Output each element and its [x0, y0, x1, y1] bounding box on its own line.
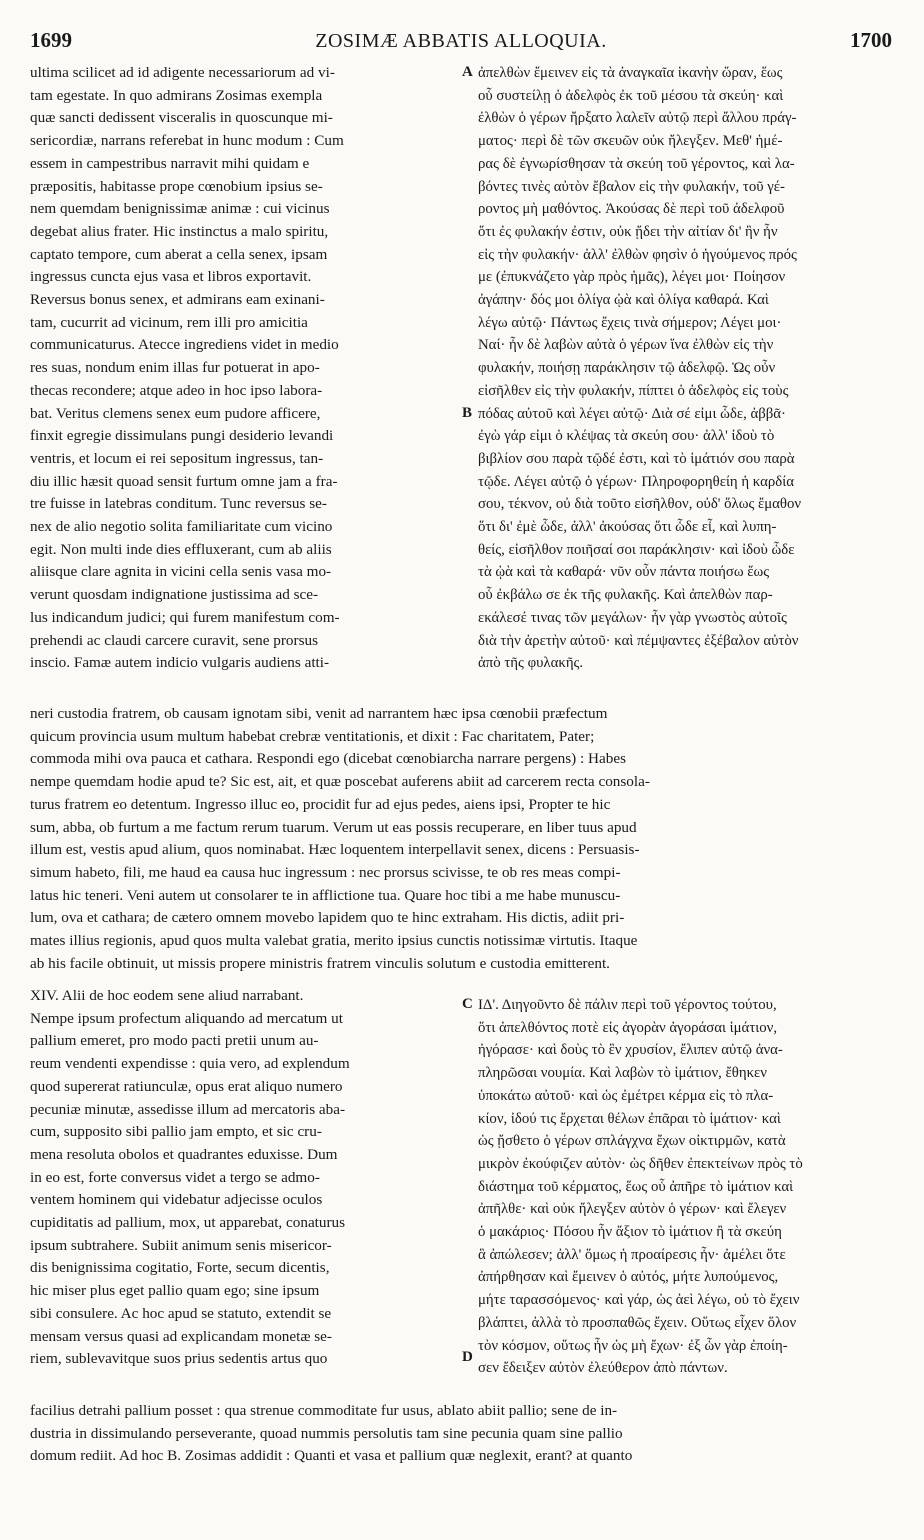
- text-line: εκάλεσέ τινας τῶν μεγάλων· ἦν γὰρ γνωστὸς αὐτοῖς: [478, 609, 787, 626]
- text-line: finxit egregie dissimulans pungi desiderio levandi: [30, 427, 334, 445]
- text-line: tre fuisse in latebras conditum. Tunc reversus se-: [30, 495, 327, 513]
- text-line: cupiditatis ad pallium, mox, ut apparebat, conaturus: [30, 1214, 346, 1232]
- text-line: in eo est, forte conversus videt a tergo se admo-: [30, 1168, 320, 1186]
- text-line: εἰσῆλθεν εἰς τὴν φυλακήν, πίπτει ὁ ἀδελφὸς εἰς τοὺς: [478, 382, 789, 399]
- text-line: μικρὸν ἐκούφιζεν αὐτὸν· ὡς δῆθεν ἐπεκτείνων πρὸς τὸ: [478, 1155, 803, 1172]
- text-line: ἃ ἀπώλεσεν; ἀλλ' ὅμως ἡ προαίρεσις ἦν· ἀμέλει ὅτε: [478, 1246, 786, 1263]
- text-line: quod supererat ratiunculæ, opus erat aliquo numero: [30, 1077, 343, 1095]
- text-line: quæ sancti dedissent visceralis in quoscunque mi-: [30, 109, 333, 127]
- text-line: tam, cucurrit ad vicinum, rem illi pro amicitia: [30, 313, 308, 331]
- text-line: essem in campestribus narravit mihi quidam e: [30, 154, 310, 172]
- text-line: ὁ μακάριος· Πόσου ἦν ἄξιον τὸ ἱμάτιον ἢ τὰ σκεύη: [478, 1224, 782, 1241]
- text-line: riem, sublevavitque suos prius sedentis artus quo: [30, 1350, 328, 1368]
- text-line: διάστημα τοῦ κέρματος, ἕως οὗ ἀπῆρε τὸ ἱμάτιον καὶ: [478, 1178, 794, 1195]
- text-line: verunt quosdam indignatione justissima ad sce-: [30, 586, 319, 604]
- latin-column-top: [30, 62, 462, 675]
- section-marker-d: D: [462, 1349, 473, 1365]
- text-line: illum est, vestis apud alium, quos nominabat. Hæc loquentem interpellavit senex, dicens : Persuasis-: [30, 841, 640, 859]
- text-line: σου, τέκνον, οὐ διὰ τοῦτο εἰσῆλθον, οὐδ' ὅλως ἔμαθον: [478, 496, 802, 513]
- text-line: dustria in dissimulando perseverante, quoad nummis persolutis tam sine pecunia quam sine pallio: [30, 1424, 623, 1442]
- text-line: simum habeto, fili, me haud ea causa huc ingressum : nec prorsus scivisse, te ob res meas compi-: [30, 863, 621, 881]
- running-title: ZOSIMÆ ABBATIS ALLOQUIA.: [315, 30, 607, 52]
- section-marker-a: A: [462, 64, 473, 80]
- text-line: latus hic teneri. Veni autem ut consolarer te in afflictione tua. Quare hoc tibi a me habe munuscu-: [30, 886, 621, 904]
- text-line: λέγω αὐτῷ· Πάντως ἔχεις τινὰ σήμερον; Λέγει μοι·: [478, 314, 782, 331]
- full-width-latin-bottom: [30, 1400, 892, 1468]
- text-line: ΙΔ'. Διηγοῦντο δὲ πάλιν περὶ τοῦ γέροντος τούτου,: [478, 997, 777, 1013]
- text-line: communicaturus. Atecce ingrediens videt in medio: [30, 336, 339, 354]
- greek-column-top: [478, 62, 896, 675]
- text-line: XIV. Alii de hoc eodem sene aliud narrabant.: [30, 987, 304, 1004]
- text-line: sum, abba, ob furtum a me factum rerum tuarum. Verum ut eas possis recuperare, en liber tuus apud: [30, 818, 637, 836]
- text-line: aliisque clare agnita in vicini cella senis vasa mo-: [30, 563, 332, 581]
- text-line: egit. Non multi inde dies effluxerant, cum ab aliis: [30, 540, 332, 558]
- text-line: βλάπτει, ἀλλὰ τὸ προσπαθῶς ἔχειν. Οὕτως εἶχεν ὅλον: [478, 1314, 797, 1331]
- text-line: sibi consulere. Ac hoc apud se statuto, extendit se: [30, 1304, 332, 1322]
- text-line: ρας δὲ ἐγνωρίσθησαν τὰ σκεύη τοῦ γέροντος, καὶ λα-: [478, 155, 795, 172]
- text-line: ἐλθὼν ὁ γέρων ἤρξατο λαλεῖν αὐτῷ περὶ ἄλλου πράγ-: [478, 110, 797, 127]
- text-line: captato tempore, cum aberat a cella senex, ipsam: [30, 245, 328, 263]
- full-width-latin-middle: [30, 703, 892, 975]
- text-line: βόντες τινὲς αὐτὸν ἔβαλον εἰς τὴν φυλακήν, τοῦ γέ-: [478, 178, 785, 195]
- text-line: ultima scilicet ad id adigente necessariorum ad vi-: [30, 64, 335, 81]
- text-line: mensam versus quasi ad explicandam monetæ se-: [30, 1327, 332, 1345]
- text-line: τὰ ᾠὰ καὶ τὰ καθαρά· νῦν οὖν πάντα ποιήσω ἕως: [478, 564, 770, 581]
- text-line: thecas recondere; atque adeo in hoc ipso labora-: [30, 381, 323, 399]
- text-line: quicum provincia usum multum habebat crebræ ventitationis, et dixit : Fac charitatem, Pater;: [30, 727, 595, 745]
- text-line: reum vendenti expendisse : quia vero, ad explendum: [30, 1055, 350, 1073]
- text-line: pecuniæ minutæ, assedisse illum ad mercatoris aba-: [30, 1100, 346, 1118]
- text-line: ὡς ᾔσθετο ὁ γέρων σπλάγχνα ἔχων οἰκτιρμῶν, κατὰ: [478, 1133, 786, 1150]
- text-line: πληρῶσαι νουμία. Καὶ λαβὼν τὸ ἱμάτιον, ἔθηκεν: [478, 1065, 767, 1082]
- text-line: ἀπὸ τῆς φυλακῆς.: [478, 655, 584, 672]
- text-line: nem quemdam benignissimæ animæ : cui vicinus: [30, 200, 330, 218]
- text-line: cum, supposito sibi pallio jam empto, et sic cru-: [30, 1123, 322, 1141]
- text-line: prehendi ac claudi carcere curavit, sene prorsus: [30, 631, 318, 649]
- text-line: Nempe ipsum profectum aliquando ad mercatum ut: [30, 1009, 343, 1027]
- text-line: commoda mihi ova pauca et cathara. Respondi ego (dicebat cœnobiarcha narrare pergens) : Habes: [30, 750, 626, 768]
- text-line: με (ἐπυκνάζετο γὰρ πρὸς ἡμᾶς), λέγει μοι· Ποίησον: [478, 269, 786, 286]
- text-line: διὰ τὴν ἀρετὴν αὐτοῦ· καὶ πέμψαντες ἐξέβαλον αὐτὸν: [478, 632, 799, 649]
- text-line: Ναί· ἦν δὲ λαβὼν αὐτὰ ὁ γέρων ἵνα ἐλθὼν εἰς τὴν: [478, 337, 774, 354]
- text-line: dis benignissima cogitatio, Forte, secum dicentis,: [30, 1259, 330, 1277]
- section-marker-b: B: [462, 405, 473, 421]
- text-line: σεν ἔδειξεν αὐτὸν ἐλεύθερον ἀπὸ πάντων.: [478, 1360, 728, 1377]
- text-line: ingressus cuncta ejus vasa et libros exportavit.: [30, 268, 312, 286]
- text-line: ἀπήρθησαν καὶ ἔμεινεν ὁ αὐτός, μήτε λυπούμενος,: [478, 1269, 779, 1286]
- page-number-left: 1699: [30, 28, 72, 52]
- text-line: tam egestate. In quo admirans Zosimas exempla: [30, 86, 323, 104]
- text-line: φυλακήν, ποιήσῃ παράκλησιν τῷ ἀδελφῷ. Ὡς οὖν: [478, 360, 776, 377]
- text-line: βιβλίον σου παρὰ τῷδέ ἐστι, καὶ τὸ ἱμάτιόν σου παρὰ: [478, 450, 795, 467]
- text-line: ἀπῆλθε· καὶ οὐκ ἤλεγξεν αὐτὸν ὁ γέρων· καὶ ἔλεγεν: [478, 1201, 787, 1218]
- text-line: sericordiæ, narrans referebat in hunc modum : Cum: [30, 132, 344, 150]
- text-line: κίον, ἰδού τις ἔρχεται θέλων ἐπᾶραι τὸ ἱμάτιον· καὶ: [478, 1110, 781, 1127]
- text-line: turus fratrem eo detentum. Ingresso illuc eo, procidit fur ad ejus pedes, aiens ipsi, Propter te hic: [30, 795, 611, 813]
- text-line: nex de alio negotio solita familiaritate cum vicino: [30, 518, 333, 536]
- text-line: ἠγόρασε· καὶ δοὺς τὸ ἓν χρυσίον, ἔλιπεν αὐτῷ ἀνα-: [478, 1042, 783, 1059]
- text-line: facilius detrahi pallium posset : qua strenue commoditate fur usus, ablato abiit pallio; sene de in-: [30, 1402, 618, 1419]
- text-line: ροντος μὴ μαθόντος. Ἀκούσας δὲ περὶ τοῦ ἀδελφοῦ: [478, 201, 785, 218]
- text-line: res suas, nondum enim illas fur potuerat in apo-: [30, 359, 320, 377]
- text-line: ab his facile obtinuit, ut missis propere ministris fratrem vinculis solutum e custodia emitterent.: [30, 954, 610, 972]
- text-line: neri custodia fratrem, ob causam ignotam sibi, venit ad narrantem hæc ipsa cœnobii præfectum: [30, 705, 608, 722]
- text-line: inscio. Famæ autem indicio vulgaris audiens atti-: [30, 654, 330, 672]
- text-line: θείς, εἰσῆλθον ποιῆσαί σοι παράκλησιν· καὶ ἰδοὺ ὧδε: [478, 541, 795, 558]
- text-line: Reversus bonus senex, et admirans eam exinani-: [30, 291, 325, 309]
- text-line: ventem hominem qui videbatur adjecisse oculos: [30, 1191, 323, 1209]
- text-line: ὑποκάτω αὐτοῦ· καὶ ὡς ἐμέτρει κέρμα εἰς τὸ πλα-: [478, 1087, 774, 1104]
- text-line: τὸν κόσμον, οὕτως ἦν ὡς μὴ ἔχων· ἐξ ὧν γὰρ ἐποίη-: [478, 1337, 788, 1354]
- text-line: οὗ συστείλῃ ὁ ἀδελφὸς ἐκ τοῦ μέσου τὰ σκεύη· καὶ: [478, 87, 784, 104]
- text-line: εἰς τὴν φυλακήν· ἀλλ' ἐλθὼν φησὶν ὁ ἡγούμενος πρός: [478, 246, 797, 263]
- text-line: ὅτι ἐς φυλακήν ἐστιν, οὐκ ᾔδει τὴν αἰτίαν δι' ἣν ἦν: [478, 223, 778, 240]
- latin-column-bottom: [30, 985, 462, 1371]
- text-line: nempe quemdam hodie apud te? Sic est, ait, et quæ poscebat auferens abiit ad carcerem recta consola-: [30, 773, 650, 791]
- text-line: domum rediit. Ad hoc B. Zosimas addidit : Quanti et vasa et pallium quæ neglexit, erant? at quanto: [30, 1447, 633, 1465]
- text-line: ἀγάπην· δός μοι ὀλίγα ᾠὰ καὶ ὀλίγα καθαρά. Καὶ: [478, 292, 769, 309]
- text-line: ματος· περὶ δὲ τῶν σκευῶν οὐκ ἤλεγξεν. Μεθ' ἡμέ-: [478, 133, 783, 150]
- text-line: lum, ova et cathara; de cætero omnem movebo lapidem quo te hinc extraham. His dictis, adiit pri-: [30, 909, 625, 927]
- text-line: bat. Veritus clemens senex eum pudore afficere,: [30, 404, 321, 422]
- text-line: præpositis, habitasse prope cœnobium ipsius se-: [30, 177, 323, 195]
- section-marker-c: C: [462, 996, 473, 1012]
- text-line: οὗ ἐκβάλω σε ἐκ τῆς φυλακῆς. Καὶ ἀπελθὼν παρ-: [478, 587, 773, 604]
- text-line: pallium emeret, pro modo pacti pretii unum au-: [30, 1032, 319, 1050]
- text-line: ἀπελθὼν ἔμεινεν εἰς τὰ ἀναγκαῖα ἱκανὴν ὥραν, ἕως: [478, 65, 783, 81]
- text-line: πόδας αὐτοῦ καὶ λέγει αὐτῷ· Διὰ σέ εἰμι ὧδε, ἀββᾶ·: [478, 405, 786, 422]
- text-line: mates illius regionis, apud quos multa valebat gratia, merito ipsius cunctis notissimæ virtutis. Itaque: [30, 932, 638, 950]
- text-line: degebat alius frater. Hic instinctus a malo spiritu,: [30, 222, 329, 240]
- text-line: diu illic hæsit quoad sensit furtum omne jam a fra-: [30, 472, 338, 490]
- page-header: [30, 28, 892, 58]
- text-line: ventris, et locum ei rei sepositum ingressus, tan-: [30, 449, 324, 467]
- text-line: ὅτι δι' ἐμὲ ὧδε, ἀλλ' ἀκούσας ὅτι ὧδε εἶ, καὶ λυπη-: [478, 519, 777, 536]
- text-line: mena resoluta obolos et quadrantes eduxisse. Dum: [30, 1145, 338, 1163]
- text-line: hic miser plus eget pallio quam ego; sine ipsum: [30, 1282, 320, 1300]
- text-line: lus indicandum judici; qui furem manifestum com-: [30, 608, 340, 626]
- greek-column-bottom: [478, 994, 896, 1380]
- text-line: μήτε ταρασσόμενος· καὶ γάρ, ὡς ἀεὶ λέγω, οὐ τὸ ἔχειν: [478, 1292, 800, 1309]
- text-line: ἐγὼ γάρ εἰμι ὁ κλέψας τὰ σκεύη σου· ἀλλ' ἰδοὺ τὸ: [478, 428, 775, 445]
- text-line: τῷδε. Λέγει αὐτῷ ὁ γέρων· Πληροφορηθείη ἡ καρδία: [478, 473, 794, 490]
- text-line: ipsum subtrahere. Subiit animum senis misericor-: [30, 1236, 332, 1254]
- text-line: ὅτι ἀπελθόντος ποτὲ εἰς ἀγορὰν ἀγοράσαι ἱμάτιον,: [478, 1019, 778, 1036]
- page-number-right: 1700: [850, 28, 892, 52]
